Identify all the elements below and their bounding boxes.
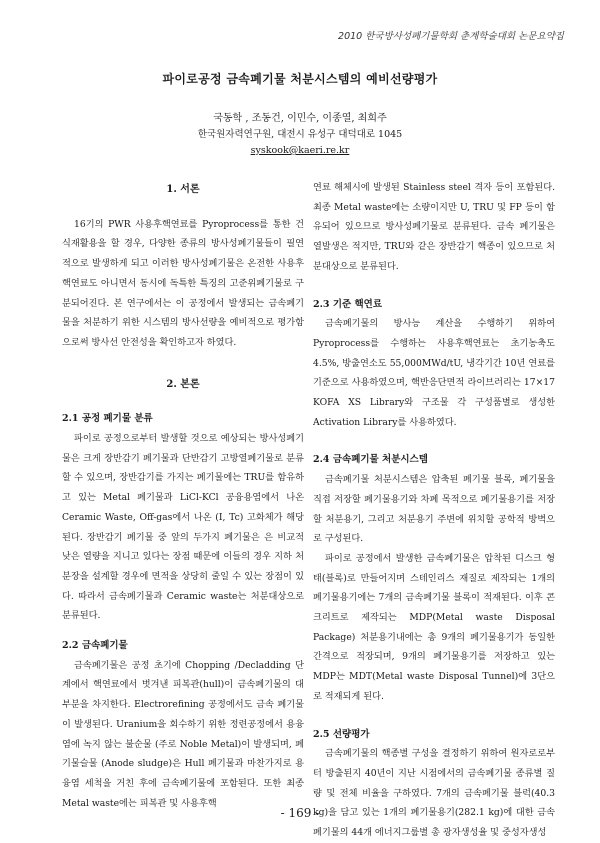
- section-2-3-paragraph: 금속폐기물의 방사능 계산을 수행하기 위하여 Pyroprocess를 수행하는 사용후핵연료는 초기농축도 4.5%, 방출연소도 55,000MWd/tU, 냉각기간 10년 연료를 기준으로 사용하였으며, 핵반응단면적 라이브러리는 17×17 KOFA XS Library와 구조물 각 구성품별로 생성한 Activation Library를 사용하였다.: [313, 318, 555, 428]
- section-heading-intro: 1. 서론: [166, 184, 200, 195]
- intro-paragraph: 16기의 PWR 사용후핵연료를 Pyroprocess를 통한 건식재활용을 할 경우, 다양한 종류의 방사성폐기물들이 필연적으로 발생하게 되고 이러한 방사성폐기물은 온전한 사용후핵연료도 아니면서 동시에 독특한 특징의 고준위폐기물로 구분되어진다. 본 연구에서는 이 공정에서 발생되는 금속폐기물을 처분하기 위한 시스템의 방사선량을 예비적으로 평가함으로써 방사선 안전성을 확인하고자 하였다.: [62, 218, 304, 348]
- section-2-4-paragraph-1: 금속폐기물 처분시스템은 압축된 폐기물 블록, 폐기물을 직접 저장할 폐기물용기와 차폐 목적으로 폐기물용기를 저장할 처분용기, 그리고 처분용기 주변에 위치할 공학적 방벽으로 구성된다.: [313, 474, 555, 545]
- paper-title: 파이로공정 금속폐기물 처분시스템의 예비선량평가: [162, 72, 438, 86]
- title-block: [0, 70, 600, 159]
- subsection-heading-2-1: 2.1 공정 폐기물 분류: [62, 413, 153, 425]
- affiliation: 한국원자력연구원, 대전시 유성구 대덕대로 1045: [197, 129, 403, 140]
- section-2-2-paragraph: 금속폐기물은 공정 초기에 Chopping /Decladding 단계에서 핵연료에서 벗겨낸 피복관(hull)이 금속폐기물의 대부분을 차지한다. Electrorefining 공정에서도 금속 폐기물이 발생된다. Uranium을 회수하기 위한 정련공정에서 용융염에 녹지 않는 불순물 (주로 Noble Metal)이 발생되며, 폐기물슬물 (Anode sludge)은 Hull 폐기물과 마찬가지로 용융염 세척을 거친 후에 금속폐기물에 포함된다. 또한 최종 Metal waste에는 피복관 및 사용후핵: [62, 659, 304, 809]
- subsection-heading-2-2: 2.2 금속폐기물: [62, 640, 128, 652]
- subsection-heading-2-5: 2.5 선량평가: [313, 728, 370, 740]
- section-2-5-paragraph: 금속폐기물의 핵종별 구성을 결정하기 위하여 원자로로부터 방출된지 40년이 지난 시점에서의 금속폐기물 종류별 질량 및 전체 비율을 구하였다. 7개의 금속폐기물 블럭(40.3 kg)을 담고 있는 1개의 폐기물용기(282.1 kg)에 대한 금속폐기물의 44개 에너지그룹별 총 광자생성율 및 중성자생성: [313, 748, 555, 839]
- contact-email[interactable]: syskook@kaeri.re.kr: [250, 145, 350, 156]
- section-2-1-paragraph: 파이로 공정으로부터 발생할 것으로 예상되는 방사성폐기물은 크게 장반감기 폐기물과 단반감기 고방열폐기물로 분류할 수 있으며, 장반감기를 가지는 폐기물에는 TRU를 함유하고 있는 Metal 폐기물과 LiCl-KCl 공융용염에서 나온 Ceramic Waste, Off-gas에서 나온 (I, Tc) 고화체가 해당된다. 장반감기 폐기물 중 앞의 두가지 폐기물은 은 비교적 낮은 열량을 지니고 있다는 장점 때문에 이들의 경우 지하 처분장을 설계할 경우에 면적을 상당히 줄일 수 있는 장점이 있다. 따라서 금속폐기물과 Ceramic waste는 처분대상으로 분류된다.: [62, 433, 304, 622]
- continued-paragraph: 연료 해체시에 발생된 Stainless steel 격자 등이 포함된다. 최종 Metal waste에는 소량이지만 U, TRU 및 FP 등이 함유되어 있으므로 방사성폐기물로 분류된다. 금속 폐기물은 열발생은 적지만, TRU와 같은 장반감기 핵종이 있으므로 처분대상으로 분류된다.: [313, 182, 555, 272]
- left-column: [62, 180, 304, 813]
- page-number: - 169 -: [280, 806, 320, 820]
- section-heading-body: 2. 본론: [166, 378, 200, 390]
- right-column: [313, 178, 555, 843]
- conference-header: 2010 한국방사성폐기물학회 춘계학술대회 논문요약집: [338, 31, 564, 42]
- author-list: 국동학 , 조동건, 이민수, 이종열, 최희주: [213, 113, 387, 124]
- subsection-heading-2-4: 2.4 금속폐기물 처분시스템: [313, 454, 428, 466]
- section-2-4-paragraph-2: 파이로 공정에서 발생한 금속폐기물은 압착된 디스크 형태(블록)로 만들어지며 스테인리스 재질로 제작되는 1개의 폐기물용기에는 7개의 금속폐기물 블록이 적재된다. 이후 콘크리트로 제작되는 MDP(Metal waste Disposal Package) 처분용기내에는 총 9개의 폐기물용기가 동일한 간격으로 적장되며, 9개의 폐기물용기를 저장하고 있는 MDP는 MDT(Metal waste Disposal Tunnel)에 3단으로 적재되게 된다.: [313, 552, 555, 702]
- subsection-heading-2-3: 2.3 기준 핵연료: [313, 298, 383, 310]
